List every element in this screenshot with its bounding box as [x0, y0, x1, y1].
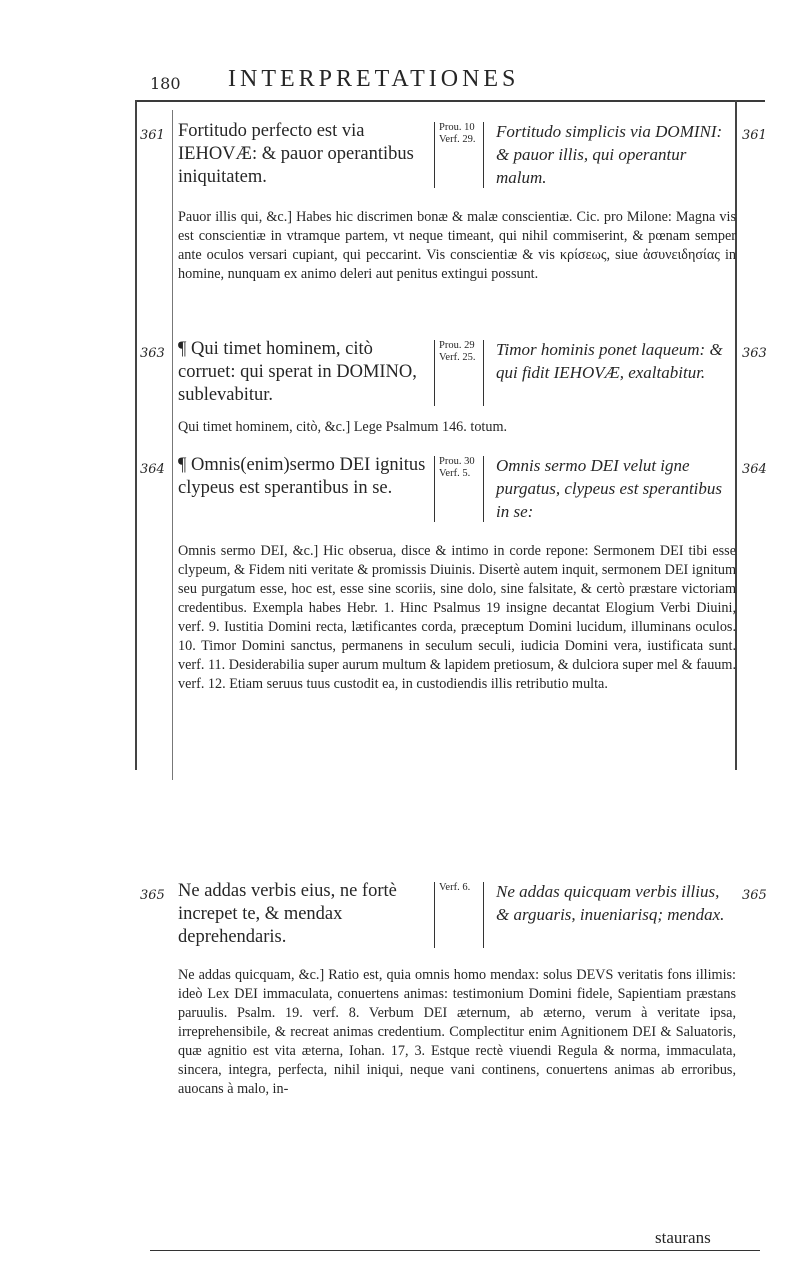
- inner-margin-rule: [172, 110, 173, 780]
- cross-reference: Prou. 10 Verf. 29.: [434, 122, 484, 188]
- latin-text: Fortitudo perfecto est via IEHOVÆ: & pauor operantibus iniquitatem.: [178, 121, 414, 187]
- commentary: Pauor illis qui, &c.] Habes hic discrimen bonæ & malæ conscientiæ. Cic. pro Milone: Magna vis est conscientiæ in vtramque partem, vt neque timeant, qui nihil commiserint, & pœnam semper ante oculos versari cupiant, qui peccarint. Vis conscientiæ & vis κρίσεως, siue ἀσυνειδησίας in homine, nunquam ex animo deleri aut penitus extingui possunt.: [178, 209, 736, 282]
- verse-number-left: 363: [140, 346, 165, 361]
- verse-block: [178, 338, 738, 448]
- verse-block: [178, 880, 738, 1220]
- latin-text: ¶ Qui timet hominem, citò corruet: qui sperat in DOMINO, sublevabitur.: [178, 339, 417, 405]
- cross-reference: Prou. 30 Verf. 5.: [434, 456, 484, 522]
- verse-number-right: 364: [742, 462, 767, 477]
- left-margin-rule: [135, 100, 137, 770]
- latin-text: Ne addas verbis eius, ne fortè increpet te, & mendax deprehendaris.: [178, 881, 397, 947]
- alternate-translation: Omnis sermo DEI velut igne purgatus, clypeus est sperantibus in se:: [496, 456, 723, 521]
- footer-rule: [150, 1250, 760, 1251]
- running-head: INTERPRETATIONES: [228, 66, 520, 92]
- alternate-translation: Timor hominis ponet laqueum: & qui fidit IEHOVÆ, exaltabitur.: [496, 340, 723, 382]
- alternate-translation: Ne addas quicquam verbis illius, & arguaris, inueniarisq; mendax.: [496, 882, 725, 924]
- cross-reference: Prou. 29 Verf. 25.: [434, 340, 484, 406]
- commentary: Qui timet hominem, citò, &c.] Lege Psalmum 146. totum.: [178, 419, 508, 435]
- alternate-translation: Fortitudo simplicis via DOMINI: & pauor illis, qui operantur malum.: [496, 122, 723, 187]
- catchword: staurans: [655, 1228, 711, 1247]
- cross-reference: Verf. 6.: [434, 882, 484, 948]
- latin-text: ¶ Omnis(enim)sermo DEI ignitus clypeus est sperantibus in se.: [178, 455, 426, 498]
- verse-number-left: 365: [140, 888, 165, 903]
- verse-number-right: 365: [742, 888, 767, 903]
- verse-number-left: 361: [140, 128, 165, 143]
- verse-number-left: 364: [140, 462, 165, 477]
- verse-number-right: 363: [742, 346, 767, 361]
- header-rule: [135, 100, 765, 102]
- commentary: Ne addas quicquam, &c.] Ratio est, quia omnis homo mendax: solus DEVS veritatis fons illimis: ideò Lex DEI immaculata, conuertens animas: testimonium Domini fidele, Sapientiam præstans paruulis. Psalm. 19. verf. 8. Verbum DEI æternum, ab æterno, verum à veritate ipsa, irreprehensibile, & recreat animas credentium. Complectitur enim Agnitionem DEI & Saluatoris, quæ agnitio est vita æterna, Iohan. 17, 3. Estque rectè viuendi Regula & norma, immaculata, sincera, integra, perfecta, nihil iniqui, neque vani continens, conuertens animas ab erroribus, auocans à malo, in-: [178, 967, 736, 1097]
- page-number: 180: [150, 74, 181, 93]
- verse-block: [178, 120, 738, 320]
- verse-number-right: 361: [742, 128, 767, 143]
- commentary: Omnis sermo DEI, &c.] Hic obserua, disce & intimo in corde repone: Sermonem DEI tibi esse clypeum, & Fidem niti veritate & promissis Diuinis. Disertè autem inquit, sermonem DEI ignitum seu purgatum esse, hoc est, esse sine scoriis, sine dolo, sine falsitate, & certò præstare victoriam credentibus. Exempla habes Hebr. 1. Hinc Psalmus 19 insigne decantat Elogium Verbi Diuini, verf. 9. Iustitia Domini recta, lætificantes corda, præceptum Domini lucidum, illuminans oculos. 10. Timor Domini sanctus, permanens in seculum seculi, iudicia Domini vera, iustificata sunt. verf. 11. Desiderabilia super aurum multum & lapidem pretiosum, & dulciora super mel & fauum. verf. 12. Etiam seruus tuus custodit ea, in custodiendis illis retributio multa.: [178, 543, 736, 692]
- verse-block: [178, 454, 738, 754]
